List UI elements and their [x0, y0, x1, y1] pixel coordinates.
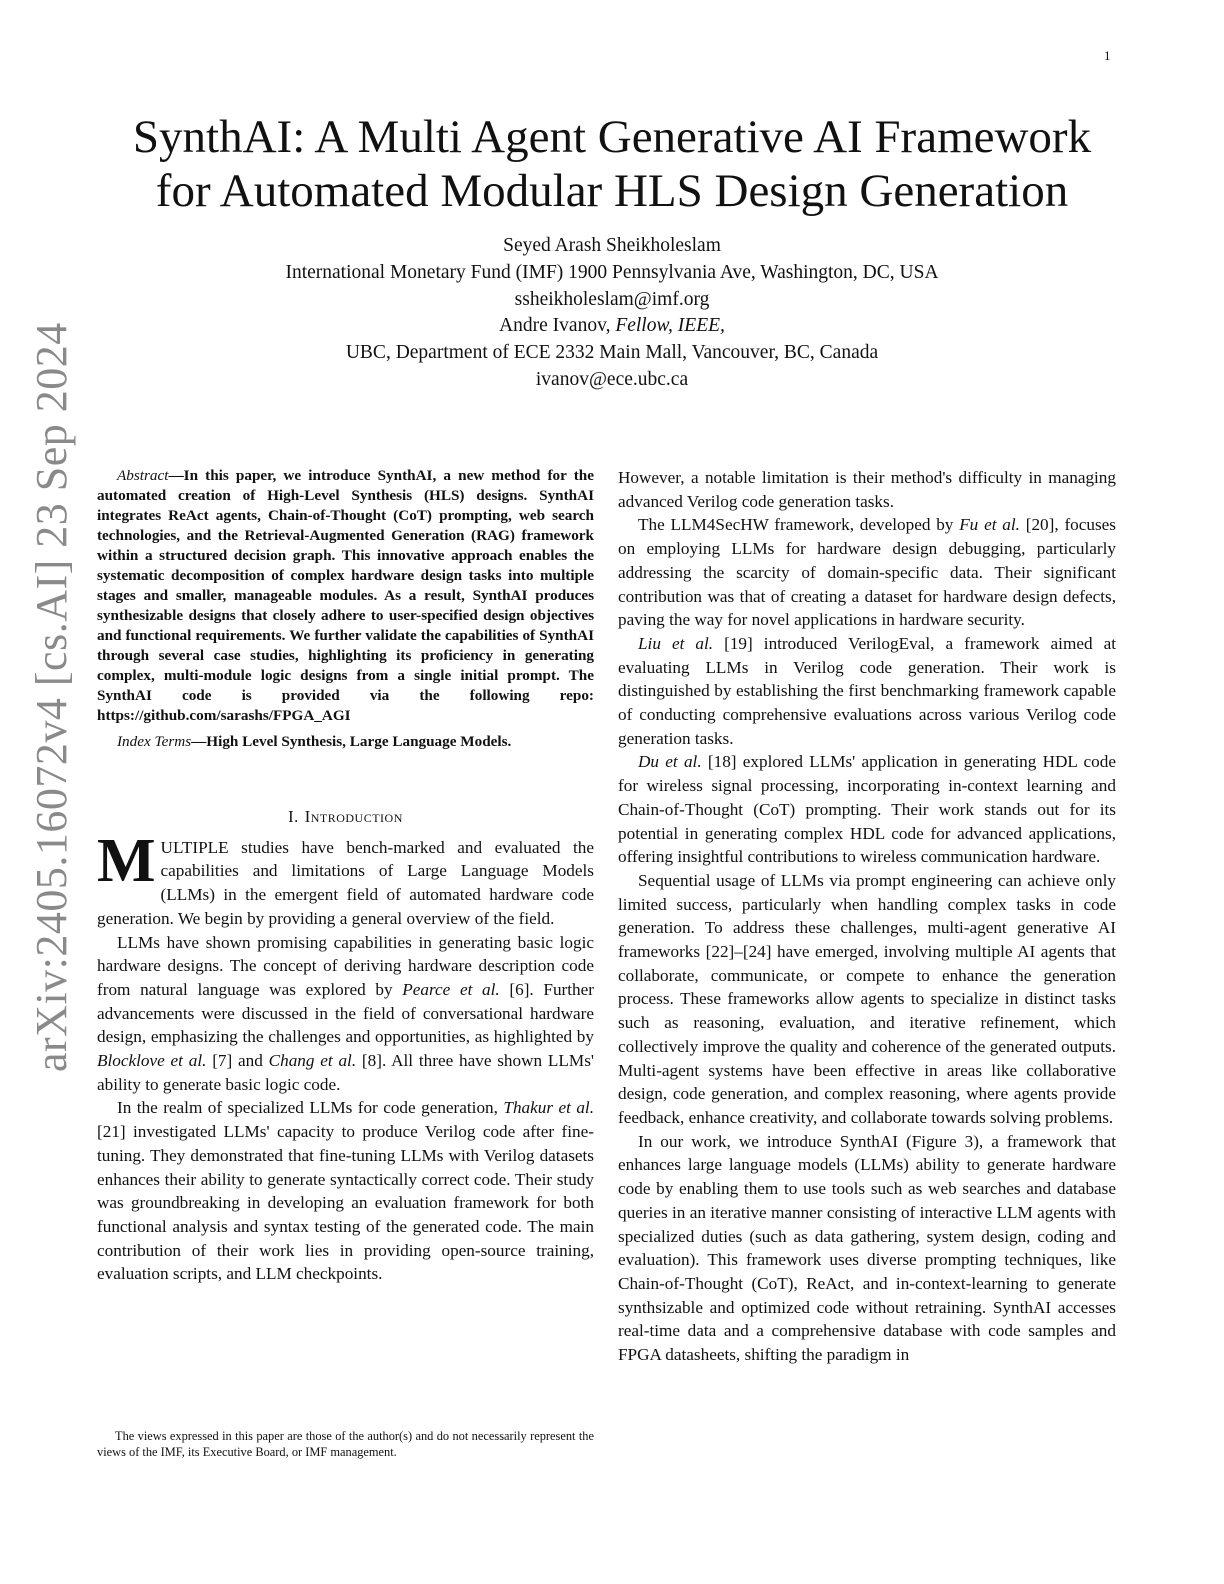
text-run: LLMs have shown promising capabilities in generating basic logic hardware designs. The concept of deriving hardware description code from natural language was explored by [97, 932, 594, 999]
author-2-name: Andre Ivanov, [499, 315, 611, 337]
text-run: In the realm of specialized LLMs for code generation, [117, 1098, 504, 1118]
page-number: 1 [1104, 48, 1111, 63]
citation-name: Chang et al. [268, 1051, 357, 1071]
abstract-label: Abstract [117, 467, 169, 484]
abstract-dash: — [168, 467, 184, 484]
text-run: [19] introduced VerilogEval, a framework aimed at evaluating LLMs in Verilog code generation. Their work is distinguished by establishing the first benchmarking framework capable of conducting comprehensive evaluations across various Verilog code generation tasks. [618, 633, 1116, 748]
citation-name: Thakur et al. [503, 1098, 595, 1118]
left-column [97, 466, 594, 1286]
text-run: [6]. Further advancements were discussed in the field of conversational hardware design, emphasizing the challenges and opportunities, as highlighted by [97, 979, 595, 1047]
citation-name: Du et al. [638, 752, 702, 772]
paper-title-line-2: for Automated Modular HLS Design Generation [155, 165, 1069, 217]
author-2-affiliation: UBC, Department of ECE 2332 Main Mall, Vancouver, BC, Canada [345, 342, 879, 364]
right-paragraph-1: However, a notable limitation is their method's difficulty in managing advanced Verilog code generation tasks. [618, 468, 1116, 511]
citation-name: Liu et al. [638, 633, 714, 653]
index-terms [97, 732, 594, 752]
intro-paragraph-3 [97, 1096, 594, 1286]
abstract [97, 466, 594, 726]
text-run: [18] explored LLMs' application in generating HDL code for wireless signal processing, incorporating in-context learning and Chain-of-Thought (CoT) prompting. Their work stands out for its potential in generating complex HDL code for advanced applications, offering insightful contributions to wireless communication hardware. [618, 752, 1117, 867]
right-paragraph-6: In our work, we introduce SynthAI (Figure 3), a framework that enhances large language models (LLMs) ability to generate hardware code by enabling them to use tools such as web searches and database queries in an iterative manner consisting of interactive LLM agents with specialized duties (such as data gathering, system design, coding and evaluation). This framework uses diverse prompting techniques, like Chain-of-Thought (CoT), ReAct, and in-context-learning to generate synthsizable and optimized code without retraining. SynthAI accesses real-time data and a comprehensive database with code samples and FPGA datasheets, shifting the paradigm in [618, 1131, 1116, 1365]
author-2-title: Fellow, IEEE, [615, 315, 725, 337]
author-2-email: ivanov@ece.ubc.ca [535, 368, 689, 390]
author-2-line [100, 313, 1124, 340]
index-terms-text: High Level Synthesis, Large Language Models. [206, 733, 512, 750]
right-paragraph-2 [618, 513, 1116, 632]
paper-title-line-1: SynthAI: A Multi Agent Generative AI Framework [132, 111, 1092, 163]
citation-name: Blocklove et al. [97, 1051, 207, 1071]
section-heading-introduction [97, 805, 594, 829]
arxiv-identifier-stamp: arXiv:2405.16072v4 [cs.AI] 23 Sep 2024 [27, 322, 76, 1072]
author-1-affiliation: International Monetary Fund (IMF) 1900 Pennsylvania Ave, Washington, DC, USA [285, 261, 939, 283]
text-run: [8]. All three have shown LLMs' ability to generate basic logic code. [97, 1051, 594, 1094]
intro-paragraph-2 [97, 931, 594, 1097]
author-1-name: Seyed Arash Sheikholeslam [503, 235, 721, 256]
right-paragraph-3 [618, 632, 1116, 751]
index-terms-label: Index Terms [117, 733, 192, 750]
intro-paragraph-1 [97, 826, 594, 931]
citation-name: Fu et al. [959, 515, 1020, 535]
citation-name: Pearce et al. [402, 979, 500, 999]
intro-paragraph-1-text: ULTIPLE studies have bench-marked and evaluated the capabilities and limitations of Large Language Models (LLMs) in the emergent field of automated hardware code generation. We begin by providing a general overview of the field. [97, 837, 594, 928]
section-number: I. [288, 807, 299, 826]
right-paragraph-5: Sequential usage of LLMs via prompt engineering can achieve only limited success, particularly when handling complex tasks in code generation. To address these challenges, multi-agent generative AI frameworks [22]–[24] have emerged, involving multiple AI agents that collaborate, communicate, or compete to enhance the generation process. These frameworks allow agents to specialize in distinct tasks such as reasoning, evaluation, and iterative refinement, which collectively improve the quality and coherence of the generated outputs. Multi-agent systems have been effective in areas like collaborative design, code generation, and complex reasoning, where agents provide feedback, enhance creativity, and collaborate towards solving problems. [618, 870, 1116, 1127]
text-run: [20], focuses on employing LLMs for hardware design debugging, particularly addressing the scarcity of domain-specific data. Their significant contribution was that of creating a dataset for hardware design defects, paving the way for novel applications in hardware security. [618, 515, 1116, 630]
text-run: [7] and [206, 1051, 269, 1071]
drop-cap-letter: M [97, 826, 156, 895]
text-run: [21] investigated LLMs' capacity to produce Verilog code after fine-tuning. They demonstrated that fine-tuning LLMs with Verilog datasets enhances their ability to generate syntactically correct code. Their study was groundbreaking in developing an evaluation framework for both functional analysis and syntax testing of the generated code. The main contribution of their work lies in providing open-source training, evaluation scripts, and LLM checkpoints. [97, 1122, 594, 1284]
section-title: Introduction [304, 807, 403, 826]
author-block [100, 233, 1124, 394]
author-1-email: ssheikholeslam@imf.org [514, 288, 710, 310]
right-column [618, 466, 1116, 1367]
abstract-text: In this paper, we introduce SynthAI, a new method for the automated creation of High-Level Synthesis (HLS) designs. SynthAI integrates ReAct agents, Chain-of-Thought (CoT) prompting, web search technologies, and the Retrieval-Augmented Generation (RAG) framework within a structured decision graph. This innovative approach enables the systematic decomposition of complex hardware design tasks into multiple stages and smaller, manageable modules. As a result, SynthAI produces synthesizable designs that closely adhere to user-specified design objectives and functional requirements. We further validate the capabilities of SynthAI through several case studies, highlighting its proficiency in generating complex, multi-module logic designs from a single initial prompt. The SynthAI code is provided via the following repo: https://github.com/sarashs/FPGA_AGI [97, 467, 594, 724]
index-terms-dash: — [191, 733, 207, 750]
text-run: The LLM4SecHW framework, developed by [638, 515, 960, 535]
paper-title [60, 110, 1164, 218]
right-paragraph-4 [618, 750, 1116, 869]
footnote: The views expressed in this paper are those of the author(s) and do not necessarily represent the views of the IMF, its Executive Board, or IMF management. [97, 1429, 594, 1459]
